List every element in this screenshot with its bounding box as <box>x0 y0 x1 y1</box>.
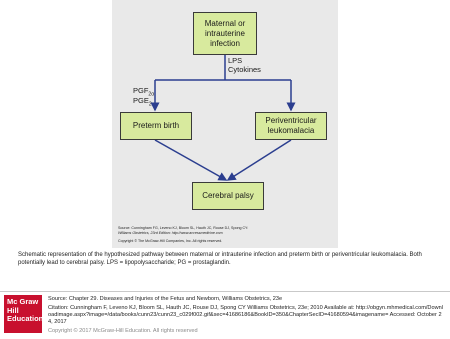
footer-copyright: Copyright © 2017 McGraw-Hill Education. All rights reserved <box>48 328 198 334</box>
box-periventricular-leukomalacia-label: Periventricular leukomalacia <box>265 116 317 135</box>
label-pgf-base: PGF <box>133 86 149 95</box>
box-periventricular-leukomalacia <box>255 112 327 140</box>
box-maternal-infection-label: Maternal or intrauterine infection <box>204 18 246 48</box>
mcgraw-hill-logo <box>4 295 42 333</box>
box-maternal-infection <box>193 12 257 55</box>
box-cerebral-palsy <box>192 182 264 210</box>
label-pge <box>133 96 152 110</box>
footer-source: Source: Chapter 29. Diseases and Injuries of the Fetus and Newborn, Williams Obstetrics, 23e <box>48 296 283 302</box>
footer-citation: Citation: Cunningham F, Leveno KJ, Bloom SL, Hauth JC, Rouse DJ, Spong CY Williams Obstetrics, 23e; 2010 Available at: http://obgyn.mhmedical.com/Downloadimage.aspx?image=/data/books/cunn23/cunn23_c029f002.gif&sec=41686186&BookID=350&ChapterSecID=41680594&imagename= Accessed: October 24, 2017 <box>48 305 443 325</box>
label-pge-sub: 2 <box>148 101 152 108</box>
box-preterm-birth <box>120 112 192 140</box>
label-pge-base: PGE <box>133 96 149 105</box>
figure-caption: Schematic representation of the hypothesized pathway between maternal or intrauterine infection and preterm birth or periventricular leukomalacia. Both potentially lead to cerebral palsy. LPS = lipopolysaccharide; PG = prostaglandin. <box>18 252 422 266</box>
box-preterm-birth-label: Preterm birth <box>132 121 180 130</box>
logo-text: Mc Graw Hill Education <box>7 297 44 323</box>
label-pgf-sub: 2α <box>148 91 155 98</box>
label-cytokines: Cytokines <box>228 65 261 74</box>
diagram-source-line2: Williams Obstetrics, 23rd Edition: http://www.accessmedicine.com <box>118 231 223 235</box>
diagram-source-line3: Copyright © The McGraw-Hill Companies, Inc. All rights reserved. <box>118 239 223 243</box>
label-lps: LPS <box>228 56 243 65</box>
diagram-source-line1: Source: Cunningham FG, Leveno KJ, Bloom SL, Hauth JC, Rouse DJ, Spong CY: <box>118 226 249 230</box>
box-cerebral-palsy-label: Cerebral palsy <box>202 191 254 200</box>
arrow-pvl-to-cp <box>228 140 291 180</box>
arrow-preterm-to-cp <box>155 140 226 180</box>
